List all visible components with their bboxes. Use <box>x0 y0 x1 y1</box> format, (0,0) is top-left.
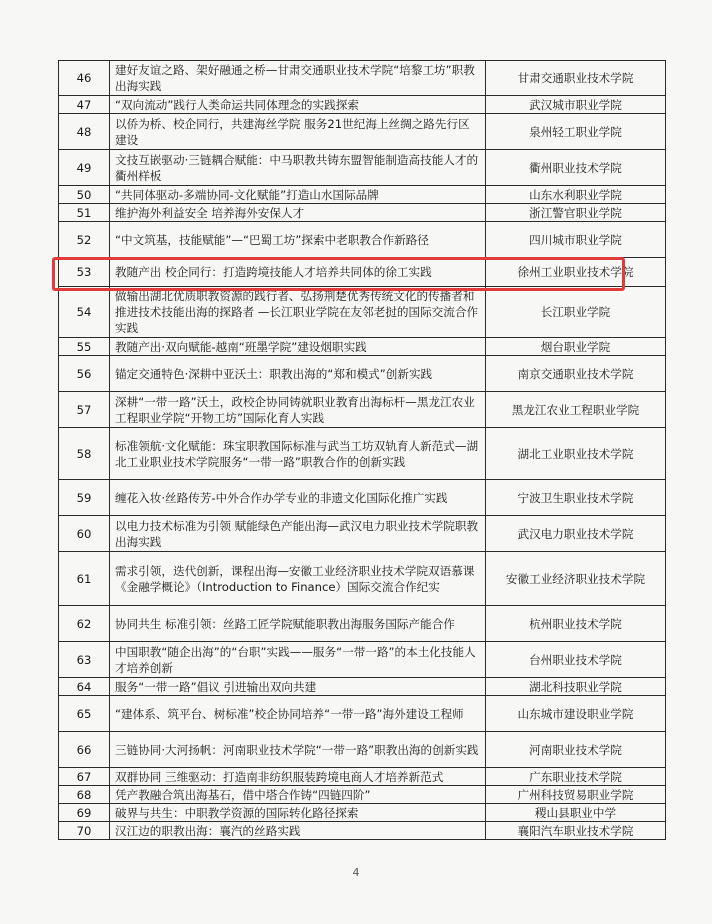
table-row <box>59 61 666 96</box>
row-number: 64 <box>59 678 110 696</box>
project-list-table <box>58 60 666 840</box>
school-name: 杭州职业技术学院 <box>486 606 666 642</box>
school-name: 甘肃交通职业技术学院 <box>486 61 666 96</box>
school-name: 徐州工业职业技术学院 <box>486 258 666 287</box>
school-name: 四川城市职业学院 <box>486 222 666 258</box>
table-row <box>59 392 666 428</box>
school-name: 浙江警官职业学院 <box>486 204 666 222</box>
table-row <box>59 222 666 258</box>
school-name: 烟台职业学院 <box>486 338 666 356</box>
project-title: 教随产出·双向赋能-越南“班墨学院”建设烟职实践 <box>110 338 486 356</box>
row-number: 70 <box>59 822 110 840</box>
school-name: 南京交通职业技术学院 <box>486 356 666 392</box>
project-title: 凭产教融合筑出海基石，借中塔合作铸“四链四阶” <box>110 786 486 804</box>
school-name: 衢州职业技术学院 <box>486 150 666 186</box>
row-number: 59 <box>59 480 110 516</box>
school-name: 稷山县职业中学 <box>486 804 666 822</box>
table-row <box>59 696 666 732</box>
project-title: 维护海外利益安全 培养海外安保人才 <box>110 204 486 222</box>
table-row <box>59 186 666 204</box>
school-name: 湖北工业职业技术学院 <box>486 428 666 480</box>
row-number: 50 <box>59 186 110 204</box>
project-title: “建体系、筑平台、树标准”校企协同培养“一带一路”海外建设工程师 <box>110 696 486 732</box>
project-title: 汉江边的职教出海：襄汽的丝路实践 <box>110 822 486 840</box>
table-row <box>59 150 666 186</box>
project-title: “双向流动”践行人类命运共同体理念的实践探索 <box>110 96 486 114</box>
page-number: 4 <box>352 866 360 879</box>
table-row <box>59 678 666 696</box>
school-name: 湖北科技职业学院 <box>486 678 666 696</box>
row-number: 53 <box>59 258 110 287</box>
row-number: 47 <box>59 96 110 114</box>
project-title: “共同体驱动-多端协同-文化赋能”打造山水国际品牌 <box>110 186 486 204</box>
row-number: 63 <box>59 642 110 678</box>
project-title: 文技互嵌驱动·三链耦合赋能：中马职教共铸东盟智能制造高技能人才的衢州样板 <box>110 150 486 186</box>
project-title: 中国职教“随企出海”的“台职”实践——服务“一带一路”的本土化技能人才培养创新 <box>110 642 486 678</box>
school-name: 山东城市建设职业学院 <box>486 696 666 732</box>
project-title: 教随产出 校企同行：打造跨境技能人才培养共同体的徐工实践 <box>110 258 486 287</box>
table-row <box>59 114 666 150</box>
project-title: 协同共生 标准引领：丝路工匠学院赋能职教出海服务国际产能合作 <box>110 606 486 642</box>
table-row <box>59 428 666 480</box>
row-number: 67 <box>59 768 110 786</box>
table-row <box>59 642 666 678</box>
project-title: 缠花入妆·丝路传芳-中外合作办学专业的非遗文化国际化推广实践 <box>110 480 486 516</box>
table-row <box>59 606 666 642</box>
row-number: 65 <box>59 696 110 732</box>
school-name: 广东职业技术学院 <box>486 768 666 786</box>
school-name: 泉州轻工职业学院 <box>486 114 666 150</box>
row-number: 52 <box>59 222 110 258</box>
project-title: 服务“一带一路”倡议 引进输出双向共建 <box>110 678 486 696</box>
row-number: 49 <box>59 150 110 186</box>
project-title: 需求引领，迭代创新，课程出海—安徽工业经济职业技术学院双语慕课《金融学概论》（Introduction to Finance）国际交流合作纪实 <box>110 552 486 606</box>
project-title: 三链协同·大河扬帆：河南职业技术学院“一带一路”职教出海的创新实践 <box>110 732 486 768</box>
school-name: 武汉城市职业学院 <box>486 96 666 114</box>
row-number: 61 <box>59 552 110 606</box>
table-row <box>59 204 666 222</box>
school-name: 广州科技贸易职业学院 <box>486 786 666 804</box>
table-row <box>59 96 666 114</box>
school-name: 襄阳汽车职业技术学院 <box>486 822 666 840</box>
project-title: 双群协同 三维驱动：打造南非纺织服装跨境电商人才培养新范式 <box>110 768 486 786</box>
project-title: 以侨为桥、校企同行，共建海丝学院 服务21世纪海上丝绸之路先行区建设 <box>110 114 486 150</box>
project-title: 建好友谊之路、架好融通之桥—甘肃交通职业技术学院“培黎工坊”职教出海实践 <box>110 61 486 96</box>
row-number: 46 <box>59 61 110 96</box>
table-row <box>59 768 666 786</box>
school-name: 宁波卫生职业技术学院 <box>486 480 666 516</box>
school-name: 安徽工业经济职业技术学院 <box>486 552 666 606</box>
row-number: 60 <box>59 516 110 552</box>
table-row <box>59 732 666 768</box>
project-title: 破界与共生：中职教学资源的国际转化路径探索 <box>110 804 486 822</box>
project-title: 深耕“一带一路”沃土，政校企协同铸就职业教育出海标杆—黑龙江农业工程职业学院“开物工坊”国际化育人实践 <box>110 392 486 428</box>
school-name: 黑龙江农业工程职业学院 <box>486 392 666 428</box>
project-title: 锚定交通特色·深耕中亚沃土：职教出海的“郑和模式”创新实践 <box>110 356 486 392</box>
row-number: 54 <box>59 287 110 338</box>
school-name: 河南职业技术学院 <box>486 732 666 768</box>
project-title: “中文筑基，技能赋能”—“巴蜀工坊”探索中老职教合作新路径 <box>110 222 486 258</box>
table-row <box>59 804 666 822</box>
project-title: 做输出湖北优质职教资源的践行者、弘扬荆楚优秀传统文化的传播者和推进技术技能出海的探路者 —长江职业学院在友邻老挝的国际交流合作实践 <box>110 287 486 338</box>
school-name: 山东水利职业学院 <box>486 186 666 204</box>
project-title: 以电力技术标准为引领 赋能绿色产能出海—武汉电力职业技术学院职教出海实践 <box>110 516 486 552</box>
row-number: 48 <box>59 114 110 150</box>
row-number: 55 <box>59 338 110 356</box>
project-title: 标准领航·文化赋能：珠宝职教国际标准与武当工坊双轨育人新范式—湖北工业职业技术学院服务“一带一路”职教合作的创新实践 <box>110 428 486 480</box>
table-row <box>59 287 666 338</box>
table-row-highlighted <box>59 258 666 287</box>
school-name: 长江职业学院 <box>486 287 666 338</box>
row-number: 68 <box>59 786 110 804</box>
school-name: 台州职业技术学院 <box>486 642 666 678</box>
table-row <box>59 786 666 804</box>
table-row <box>59 356 666 392</box>
school-name: 武汉电力职业技术学院 <box>486 516 666 552</box>
row-number: 57 <box>59 392 110 428</box>
table-row <box>59 480 666 516</box>
row-number: 56 <box>59 356 110 392</box>
table-row <box>59 338 666 356</box>
row-number: 62 <box>59 606 110 642</box>
table-row <box>59 822 666 840</box>
table-row <box>59 516 666 552</box>
row-number: 51 <box>59 204 110 222</box>
table-row <box>59 552 666 606</box>
row-number: 69 <box>59 804 110 822</box>
row-number: 66 <box>59 732 110 768</box>
row-number: 58 <box>59 428 110 480</box>
